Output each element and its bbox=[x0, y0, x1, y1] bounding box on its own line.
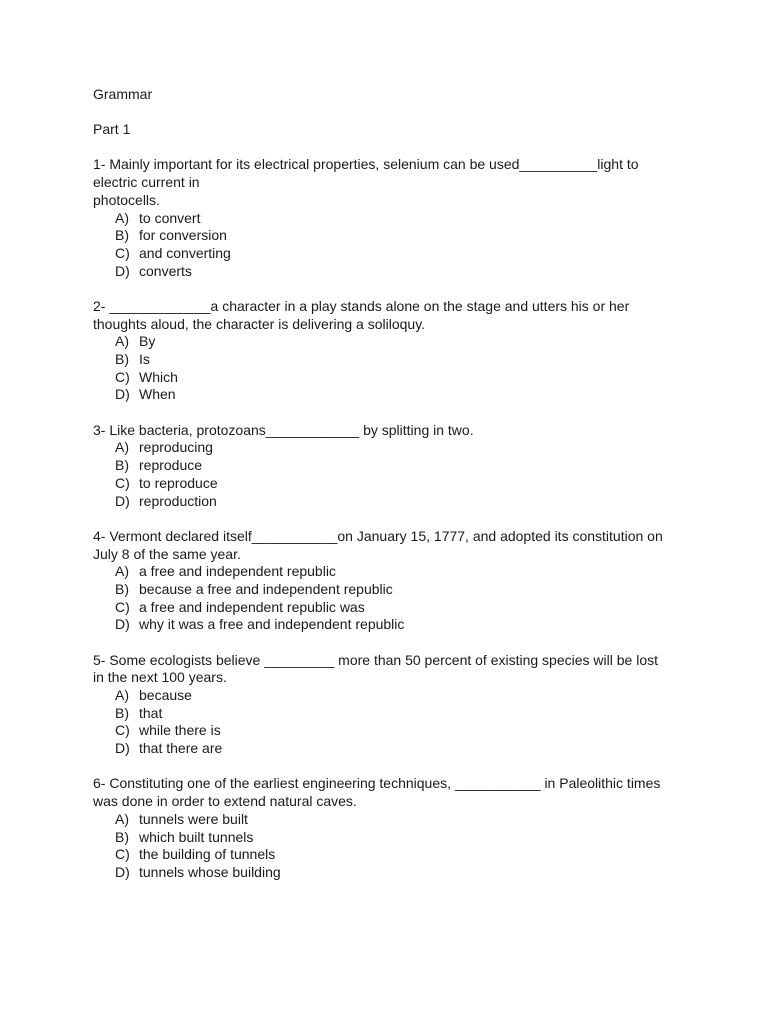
option-letter: C) bbox=[115, 846, 130, 863]
question-3 bbox=[93, 422, 683, 511]
option-b bbox=[93, 351, 683, 369]
option-letter: D) bbox=[115, 262, 130, 279]
option-text: why it was a free and independent republic bbox=[139, 616, 405, 633]
option-text: reproduction bbox=[139, 492, 217, 509]
question-text-line: 1- Mainly important for its electrical properties, selenium can be used__________light to bbox=[93, 156, 639, 173]
question-text-line: July 8 of the same year. bbox=[93, 545, 241, 562]
option-d bbox=[93, 386, 683, 404]
option-a bbox=[93, 563, 683, 581]
option-text: converts bbox=[139, 262, 192, 279]
option-letter: B) bbox=[115, 580, 129, 597]
option-text: to convert bbox=[139, 209, 201, 226]
option-letter: B) bbox=[115, 704, 129, 721]
option-c bbox=[93, 369, 683, 387]
option-letter: B) bbox=[115, 457, 129, 474]
question-4 bbox=[93, 528, 683, 634]
answer-options bbox=[93, 210, 683, 281]
option-text: tunnels were built bbox=[139, 810, 248, 827]
answer-options bbox=[93, 333, 683, 404]
option-d bbox=[93, 740, 683, 758]
option-b bbox=[93, 457, 683, 475]
option-text: a free and independent republic bbox=[139, 563, 336, 580]
answer-options bbox=[93, 563, 683, 634]
option-a bbox=[93, 687, 683, 705]
option-d bbox=[93, 493, 683, 511]
question-text-line: 4- Vermont declared itself___________on January 15, 1777, and adopted its constitution on bbox=[93, 527, 663, 544]
option-text: Is bbox=[139, 351, 150, 368]
option-a bbox=[93, 210, 683, 228]
question-5 bbox=[93, 652, 683, 758]
option-d bbox=[93, 616, 683, 634]
option-text: because bbox=[139, 687, 192, 704]
part-heading: Part 1 bbox=[93, 121, 131, 138]
question-6 bbox=[93, 775, 683, 881]
option-letter: B) bbox=[115, 227, 129, 244]
option-text: a free and independent republic was bbox=[139, 598, 365, 615]
option-text: reproduce bbox=[139, 457, 203, 474]
option-letter: A) bbox=[115, 209, 129, 226]
answer-options bbox=[93, 439, 683, 510]
option-letter: C) bbox=[115, 244, 130, 261]
question-2 bbox=[93, 298, 683, 404]
option-b bbox=[93, 227, 683, 245]
question-text-line: 5- Some ecologists believe _________ more than 50 percent of existing species will be lost bbox=[93, 651, 658, 668]
option-c bbox=[93, 599, 683, 617]
option-letter: A) bbox=[115, 333, 129, 350]
option-c bbox=[93, 475, 683, 493]
answer-options bbox=[93, 687, 683, 758]
option-d bbox=[93, 864, 683, 882]
option-letter: B) bbox=[115, 351, 129, 368]
option-text: to reproduce bbox=[139, 474, 218, 491]
option-a bbox=[93, 811, 683, 829]
option-letter: D) bbox=[115, 386, 130, 403]
option-text: because a free and independent republic bbox=[139, 580, 393, 597]
option-letter: C) bbox=[115, 474, 130, 491]
option-letter: B) bbox=[115, 828, 129, 845]
option-letter: A) bbox=[115, 810, 129, 827]
question-1 bbox=[93, 156, 683, 280]
question-text-line: electric current in bbox=[93, 174, 200, 191]
option-letter: A) bbox=[115, 439, 129, 456]
question-text-line: in the next 100 years. bbox=[93, 669, 227, 686]
option-a bbox=[93, 439, 683, 457]
option-text: and converting bbox=[139, 244, 231, 261]
option-c bbox=[93, 245, 683, 263]
option-text: reproducing bbox=[139, 439, 213, 456]
option-text: When bbox=[139, 386, 176, 403]
option-letter: D) bbox=[115, 492, 130, 509]
option-text: for conversion bbox=[139, 227, 227, 244]
option-text: tunnels whose building bbox=[139, 863, 281, 880]
option-letter: C) bbox=[115, 598, 130, 615]
document-page bbox=[93, 86, 683, 899]
question-text-line: 6- Constituting one of the earliest engineering techniques, ___________ in Paleolithic times bbox=[93, 775, 661, 792]
question-text-line: was done in order to extend natural caves. bbox=[93, 793, 357, 810]
option-letter: A) bbox=[115, 563, 129, 580]
option-letter: D) bbox=[115, 740, 130, 757]
question-text-line: photocells. bbox=[93, 191, 160, 208]
option-text: while there is bbox=[139, 722, 221, 739]
option-b bbox=[93, 705, 683, 723]
option-letter: D) bbox=[115, 616, 130, 633]
option-text: the building of tunnels bbox=[139, 846, 276, 863]
option-letter: C) bbox=[115, 368, 130, 385]
document-title: Grammar bbox=[93, 86, 153, 102]
option-a bbox=[93, 333, 683, 351]
option-text: that bbox=[139, 704, 163, 721]
option-c bbox=[93, 846, 683, 864]
option-c bbox=[93, 722, 683, 740]
question-text-line: thoughts aloud, the character is delivering a soliloquy. bbox=[93, 315, 426, 332]
option-letter: D) bbox=[115, 863, 130, 880]
question-text-line: 3- Like bacteria, protozoans____________ by splitting in two. bbox=[93, 421, 474, 438]
option-text: By bbox=[139, 333, 156, 350]
option-text: that there are bbox=[139, 740, 223, 757]
answer-options bbox=[93, 811, 683, 882]
question-text-line: 2- _____________a character in a play stands alone on the stage and utters his or her bbox=[93, 297, 630, 314]
option-text: Which bbox=[139, 368, 178, 385]
option-b bbox=[93, 581, 683, 599]
option-text: which built tunnels bbox=[139, 828, 254, 845]
option-letter: A) bbox=[115, 687, 129, 704]
option-letter: C) bbox=[115, 722, 130, 739]
option-d bbox=[93, 263, 683, 281]
option-b bbox=[93, 829, 683, 847]
